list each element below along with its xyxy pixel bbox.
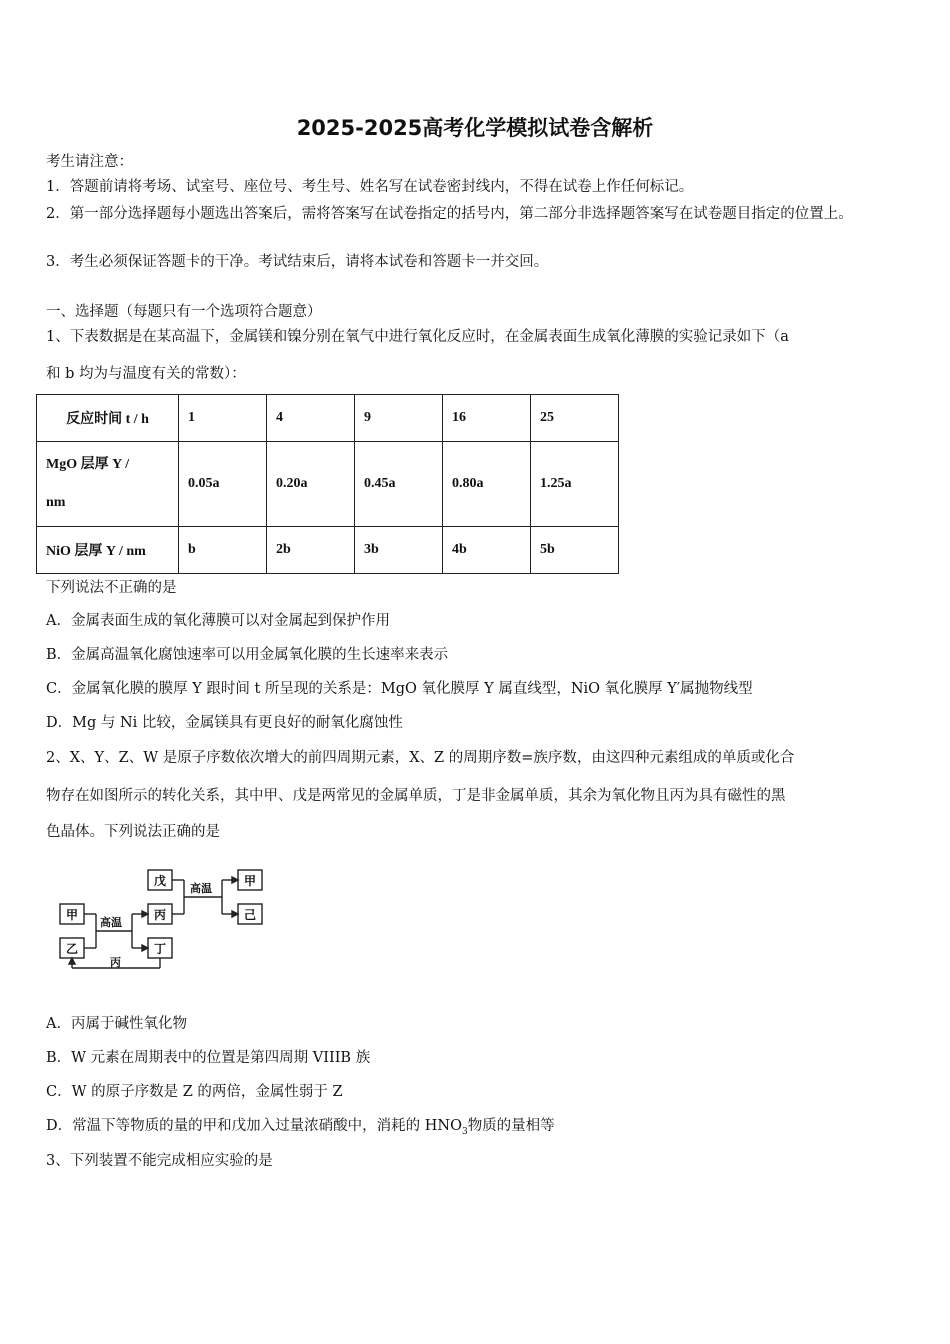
- arrowhead: [232, 877, 238, 883]
- table-header-cell: 16: [443, 395, 531, 442]
- q1-option-b: B．金属高温氧化腐蚀速率可以用金属氧化膜的生长速率来表示: [46, 647, 449, 663]
- notice-heading: 考生请注意：: [46, 154, 133, 170]
- label-wu: 戊: [154, 874, 167, 888]
- table-header-cell: 9: [355, 395, 443, 442]
- q2-stem-line2: 物存在如图所示的转化关系，其中甲、戊是两常见的金属单质，丁是非金属单质，其余为氧化物且丙为具有磁性的黑: [46, 788, 786, 804]
- q2-option-d-suffix: 物质的量相等: [467, 1118, 555, 1134]
- notice-item-2: 2．第一部分选择题每小题选出答案后，需将答案写在试卷指定的括号内，第二部分非选择题答案写在试卷题目指定的位置上。: [46, 206, 853, 222]
- q2-option-a: A．丙属于碱性氧化物: [46, 1016, 187, 1032]
- conversion-diagram: [52, 862, 272, 977]
- oxide-thickness-table: [36, 394, 619, 574]
- table-cell: 0.05a: [179, 442, 267, 527]
- q1-option-c: C．金属氧化膜的膜厚 Y 跟时间 t 所呈现的关系是：MgO 氧化膜厚 Y 属直线型，NiO 氧化膜厚 Y′属抛物线型: [46, 681, 753, 697]
- table-row: [37, 442, 619, 527]
- q2-option-d-prefix: D．常温下等物质的量的甲和戊加入过量浓硝酸中，消耗的 HNO: [46, 1118, 462, 1134]
- q2-option-b: B．W 元素在周期表中的位置是第四周期 VIIIB 族: [46, 1050, 371, 1066]
- table-header-cell: 1: [179, 395, 267, 442]
- page-title: 2025-2025高考化学模拟试卷含解析: [296, 116, 654, 140]
- table-cell: 1.25a: [531, 442, 619, 527]
- label-bing-loop: 丙: [110, 956, 121, 969]
- table-cell: 4b: [443, 527, 531, 574]
- table-cell: 0.20a: [267, 442, 355, 527]
- notice-item-3: 3．考生必须保证答题卡的干净。考试结束后，请将本试卷和答题卡一并交回。: [46, 254, 549, 270]
- mgo-label-line2: nm: [46, 495, 66, 510]
- label-gaowen-left: 高温: [100, 916, 122, 929]
- table-row: [37, 527, 619, 574]
- label-jia-2: 甲: [244, 874, 257, 888]
- table-cell: 5b: [531, 527, 619, 574]
- label-gaowen-right: 高温: [190, 882, 212, 895]
- mgo-label-line1: MgO 层厚 Y /: [46, 457, 130, 472]
- table-header-cell: 4: [267, 395, 355, 442]
- notice-item-1: 1．答题前请将考场、试室号、座位号、考生号、姓名写在试卷密封线内，不得在试卷上作任何标记。: [46, 179, 694, 195]
- arrowhead: [142, 911, 148, 917]
- q2-option-c: C．W 的原子序数是 Z 的两倍，金属性弱于 Z: [46, 1084, 343, 1100]
- table-header-cell: 反应时间 t / h: [37, 395, 179, 442]
- table-row: [37, 395, 619, 442]
- arrowhead: [69, 958, 75, 964]
- q1-option-a: A．金属表面生成的氧化薄膜可以对金属起到保护作用: [46, 613, 390, 629]
- table-cell: 3b: [355, 527, 443, 574]
- q2-stem-line1: 2、X、Y、Z、W 是原子序数依次增大的前四周期元素，X、Z 的周期序数=族序数，由这四种元素组成的单质或化合: [46, 750, 795, 766]
- table-row-label: [37, 442, 179, 527]
- q2-stem-line3: 色晶体。下列说法正确的是: [46, 824, 220, 840]
- table-cell: 0.45a: [355, 442, 443, 527]
- q2-option-d: [46, 1116, 906, 1142]
- section-title: 一、选择题（每题只有一个选项符合题意）: [46, 304, 322, 320]
- label-yi: 乙: [66, 942, 79, 956]
- q2-option-d-sub: 3: [461, 1126, 468, 1137]
- table-row-label: NiO 层厚 Y / nm: [37, 527, 179, 574]
- q1-prompt: 下列说法不正确的是: [46, 580, 177, 596]
- arrowhead: [232, 911, 238, 917]
- arrowhead: [142, 945, 148, 951]
- q1-stem-line1: 1、下表数据是在某高温下，金属镁和镍分别在氧气中进行氧化反应时，在金属表面生成氧化薄膜的实验记录如下（a: [46, 329, 789, 345]
- q3-stem: 3、下列装置不能完成相应实验的是: [46, 1153, 273, 1169]
- table-cell: b: [179, 527, 267, 574]
- q1-stem-line2: 和 b 均为与温度有关的常数）：: [46, 366, 246, 382]
- table-cell: 2b: [267, 527, 355, 574]
- label-bing: 丙: [154, 908, 167, 922]
- label-ding: 丁: [154, 942, 167, 956]
- label-ji: 己: [244, 908, 257, 922]
- table-header-cell: 25: [531, 395, 619, 442]
- label-jia: 甲: [66, 908, 79, 922]
- q1-option-d: D．Mg 与 Ni 比较，金属镁具有更良好的耐氧化腐蚀性: [46, 715, 403, 731]
- table-cell: 0.80a: [443, 442, 531, 527]
